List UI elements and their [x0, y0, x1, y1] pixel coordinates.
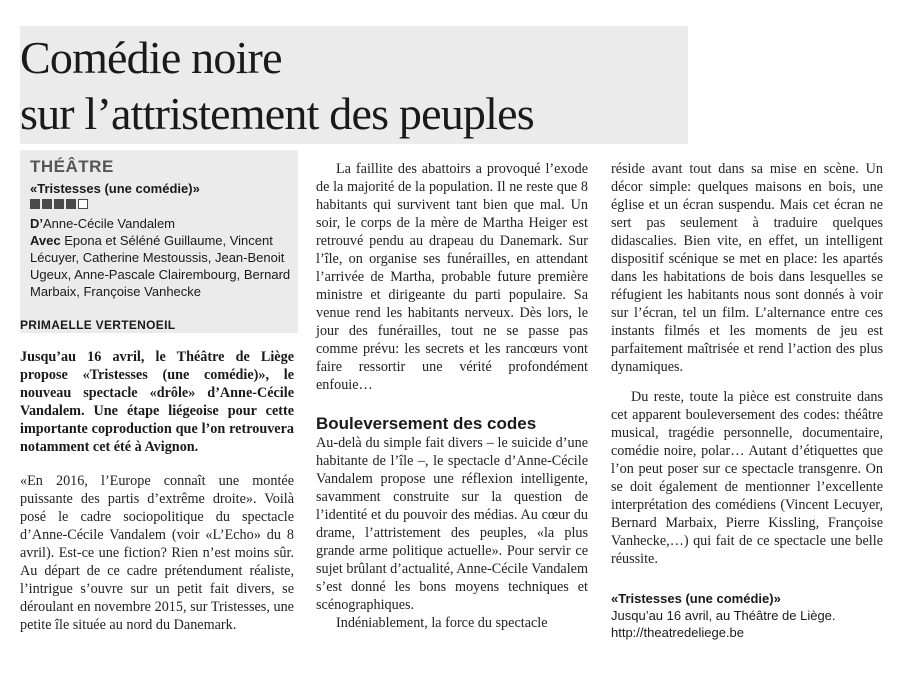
- rating-square-filled: [54, 199, 64, 209]
- subheading: Bouleversement des codes: [316, 414, 537, 433]
- director-prefix: D’: [30, 216, 43, 231]
- headline-line-1: Comédie noire: [20, 32, 282, 83]
- show-info-box: [611, 590, 891, 641]
- headline-line-2: sur l’attristement des peuples: [20, 88, 534, 139]
- section-label: THÉÂTRE: [30, 157, 114, 176]
- col3-paragraph-2: Du reste, toute la pièce est construite dans cet apparent bouleversement des codes: théâtre musical, tragédie personnelle, documentaire, comédie noire, polar… Autant d’étiquettes que l’on peut poser sur ce spectacle transgenre. On se doit également de mentionner l’excellente interprétation des comédiens (Vincent Lecuyer, Bernard Marbaix, Pierre Kissling, Françoise Vanhecke,…) qui fait de ce spectacle une belle réussite.: [611, 389, 883, 567]
- col2-paragraph-2: Au-delà du simple fait divers – le suicide d’une habitante de l’île –, le spectacle d’Anne-Cécile Vandalem propose une réflexion intelligente, savamment construite sur la question de l’identité et du pouvoir des médias. Au cœur du drame, l’attristement des peuples, «la plus grande arme politique actuelle». Pour servir ce sujet brûlant d’actualité, Anne-Cécile Vandalem s’est donné les bons moyens techniques et scénographiques.: [316, 435, 588, 613]
- lede: Jusqu’au 16 avril, le Théâtre de Liège propose «Tristesses (une comédie)», le nouveau spectacle «drôle» d’Anne-Cécile Vandalem. Une étape liégeoise pour cette importante coproduction que l’on retrouvera notamment cet été à Avignon.: [20, 349, 294, 455]
- rating-square-filled: [30, 199, 40, 209]
- cast-list: Epona et Séléné Guillaume, Vincent Lécuyer, Catherine Mestoussis, Jean-Benoit Ugeux, Anne-Pascale Clairembourg, Bernard Marbaix, Françoise Vanhecke: [30, 233, 291, 299]
- director-line: [30, 215, 292, 232]
- play-title: «Tristesses (une comédie)»: [30, 181, 200, 196]
- cast-prefix: Avec: [30, 233, 61, 248]
- footer-title: «Tristesses (une comédie)»: [611, 591, 781, 606]
- rating-square-filled: [42, 199, 52, 209]
- footer-dates: Jusqu’au 16 avril, au Théâtre de Liège.: [611, 608, 836, 623]
- col3-paragraph-1: réside avant tout dans sa mise en scène. Un décor simple: quelques maisons en bois, une église et un écran suspendu. Mais cet écran ne sert pas seulement à traduire quelques didascalies. Bien vite, en effet, un intelligent dispositif scénique se met en place: les apartés dans les habitations de bois dans lesquelles se réfugient les habitants nous sont donnés à voir sur l’écran, tel un film. L’alternance entre ces instants filmés et les moments de jeu est parfaitement maîtrisée et rend l’action des plus dynamiques.: [611, 161, 883, 375]
- col2-paragraph-3: Indéniablement, la force du spectacle: [336, 615, 548, 631]
- rating-square-filled: [66, 199, 76, 209]
- director-name: Anne-Cécile Vandalem: [43, 216, 175, 231]
- rating-square-empty: [78, 199, 88, 209]
- rating-squares: [30, 199, 88, 209]
- col2-paragraph-1: La faillite des abattoirs a provoqué l’exode de la majorité de la population. Il ne reste que 8 habitants qui survivent tant bien que mal. Un soir, le corps de la mère de Martha Heiger est retrouvé pendu au drapeau du Danemark. Sur l’île, on organise ses funérailles, en attendant l’arrivée de Martha, probable future première ministre et dirigeante du parti populaire. Sa venue rend les habitants nerveux. Dès lors, le jour des funérailles, tout ne se passe pas comme prévu: les secrets et les rancœurs vont faire ressortir une vérité profondément enfouie…: [316, 161, 588, 393]
- byline: PRIMAELLE VERTENOEIL: [20, 318, 176, 332]
- cast-line: [30, 232, 292, 300]
- footer-url[interactable]: http://theatredeliege.be: [611, 625, 744, 640]
- col1-paragraph: «En 2016, l’Europe connaît une montée puissante des partis d’extrême droite». Voilà posé le cadre sociopolitique du spectacle d’Anne-Cécile Vandalem (voir «L’Echo» du 8 avril). Est-ce une fiction? Rien n’est moins sûr. Au départ de ce cadre prétendument réaliste, l’intrigue s’ouvre sur un petit fait divers, se déroulant en novembre 2015, sur Tristesses, une petite île située au nord du Danemark.: [20, 473, 294, 633]
